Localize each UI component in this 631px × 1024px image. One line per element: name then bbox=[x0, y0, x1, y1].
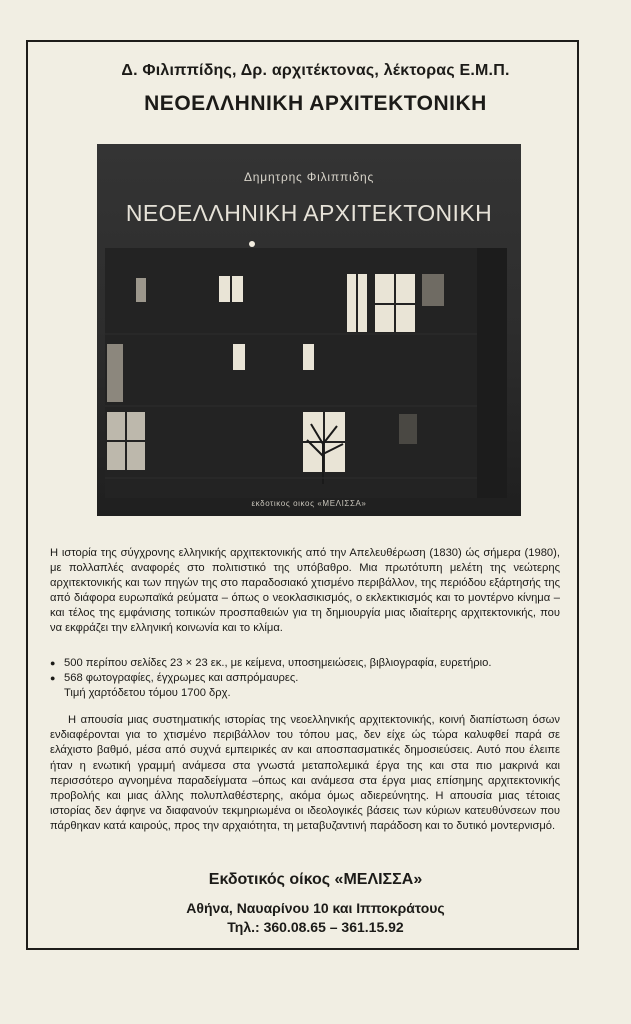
cover-publisher: εκδοτικος οικος «ΜΕΛΙΣΣΑ» bbox=[251, 499, 367, 508]
book-cover-image bbox=[97, 144, 521, 516]
building-side bbox=[477, 248, 507, 498]
author-line: Δ. Φιλιππίδης, Δρ. αρχιτέκτονας, λέκτορας Ε.Μ.Π. bbox=[121, 62, 510, 79]
publisher-name: Εκδοτικός οίκος «ΜΕΛΙΣΣΑ» bbox=[208, 871, 423, 888]
spec-item-pages: ● 500 περίπου σελίδες 23 × 23 εκ., με κείμενα, υποσημειώσεις, βιβλιογραφία, ευρετήριο. bbox=[50, 656, 560, 671]
cover-author: Δημητρης Φιλιππιδης bbox=[243, 170, 375, 184]
book-title: ΝΕΟΕΛΛΗΝΙΚΗ ΑΡΧΙΤΕΚΤΟΝΙΚΗ bbox=[144, 92, 487, 115]
cover-title: ΝΕΟΕΛΛΗΝΙΚΗ ΑΡΧΙΤΕΚΤΟΝΙΚΗ bbox=[125, 200, 493, 226]
book-specs-list bbox=[50, 656, 560, 686]
price-text: Τιμή χαρτόδετου τόμου 1700 δρχ. bbox=[64, 687, 231, 699]
light-point bbox=[249, 241, 255, 247]
publisher-address: Αθήνα, Ναυαρίνου 10 και Ιπποκράτους bbox=[186, 900, 445, 916]
description-paragraph: Η ιστορία της σύγχρονης ελληνικής αρχιτεκτονικής από την Απελευθέρωση (1830) ώς σήμερα (1980), με πολλαπλές αναφορές στο πολιτιστικό της υπόβαθρο. Μια πρωτότυπη μελέτη της νεώτερης αρχιτεκτονικής και των πηγών της στο παραδοσιακό χτισμένο περιβάλλον, της περιόδου εξάρτησής της από διάφορα ευρωπαϊκά ρεύματα – όπως ο νεοκλασικισμός, ο εκλεκτικισμός και το μοντέρνο κίνημα – και τέλος της εμφάνισης τοπικών προσπαθειών για τη δημιουργία μιας ιδιαίτερης αρχιτεκτονικής, που να εκφράζει την ελληνική κοινωνία και το κλίμα. bbox=[50, 547, 560, 634]
publisher-phone: Τηλ.: 360.08.65 – 361.15.92 bbox=[227, 919, 404, 935]
spec-item-photos: ● 568 φωτογραφίες, έγχρωμες και ασπρόμαυρες. bbox=[50, 671, 560, 686]
body-paragraph: Η απουσία μιας συστηματικής ιστορίας της νεοελληνικής αρχιτεκτονικής, κοινή διαπίστωση όσων ενδιαφέρονται για το χτισμένο περιβάλλον του τόπου μας, δεν είχε ώς τώρα καλυφθεί παρά σε ελάχιστο βαθμό, μέσα από συχνά εμπειρικές αν και αποσπασματικές δημοσιεύσεις. Αυτό που έλειπε ήταν η ενωτική γραμμή ανάμεσα στα γνωστά μεταπολεμικά έργα της και στα πιο μακρινά και περισσότερο αγνοημένα παραδείγματα –όπως και ανάμεσα στα έργα μιας επίσημης αρχιτεκτονικής προβολής και μιας άλλης πολυπλαθέστερης, ακόμα όμως αδιερεύνητης. Η απουσία μιας τέτοιας ιστορίας δεν άφηνε να διαφανούν τεκμηριωμένα οι ιδεολογικές βάσεις των κύριων κατευθύνσεων που πάρθηκαν κατά καιρούς, προς την αρχαιότητα, τη μεταβυζαντινή παράδοση και το δυτικό μοντερνισμό. bbox=[50, 714, 560, 833]
